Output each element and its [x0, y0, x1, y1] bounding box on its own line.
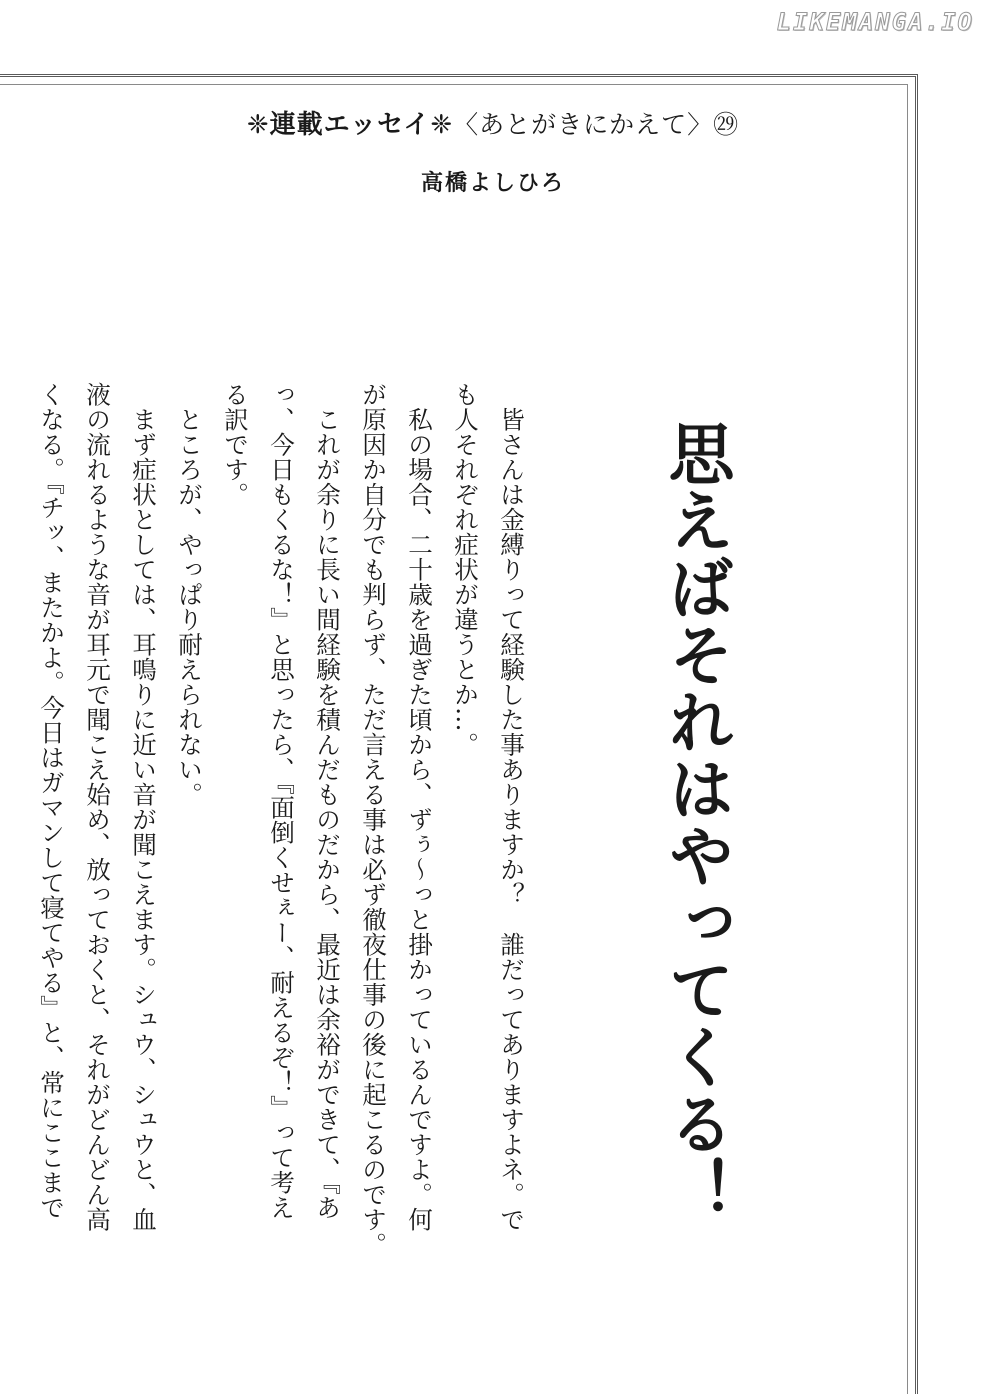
body-column: まず症状としては、耳鳴りに近い音が聞こえます。シュウ、シュウと、血 [129, 382, 158, 1232]
series-subtitle: 〈あとがきにかえて〉㉙ [453, 110, 740, 139]
author-name: 高橋よしひろ [420, 171, 565, 196]
series-header [0, 104, 986, 141]
series-title: ❈連載エッセイ❈ [246, 110, 454, 140]
body-column: っ、今日もくるな！』と思ったら、『面倒くせぇー、耐えるぞ！』って考え [267, 382, 296, 1220]
essay-body [28, 382, 534, 1262]
body-column: 皆さんは金縛りって経験した事ありますか？ 誰だってありますよネ。で [497, 382, 526, 1232]
body-column: る訳です。 [221, 382, 250, 507]
body-column: が原因か自分でも判らず、ただ言える事は必ず徹夜仕事の後に起こるのです。 [359, 382, 388, 1257]
body-column: 私の場合、二十歳を過ぎた頃から、ずぅ～っと掛かっているんですよ。何 [405, 382, 434, 1232]
body-column: ところが、やっぱり耐えられない。 [175, 382, 204, 807]
body-column: これが余りに長い間経験を積んだものだから、最近は余裕ができて、『あ [313, 382, 342, 1220]
body-column: 液の流れるような音が耳元で聞こえ始め、放っておくと、それがどんどん高 [83, 382, 112, 1232]
body-column: くなる。『チッ、またかよ。今日はガマンして寝てやる』と、常にここまで [37, 382, 66, 1220]
essay-heading: 思えばそれはやってくる！ [657, 420, 734, 1224]
body-column: も人それぞれ症状が違うとか…。 [451, 382, 480, 757]
site-watermark: LIKEMANGA.IO [776, 8, 974, 36]
